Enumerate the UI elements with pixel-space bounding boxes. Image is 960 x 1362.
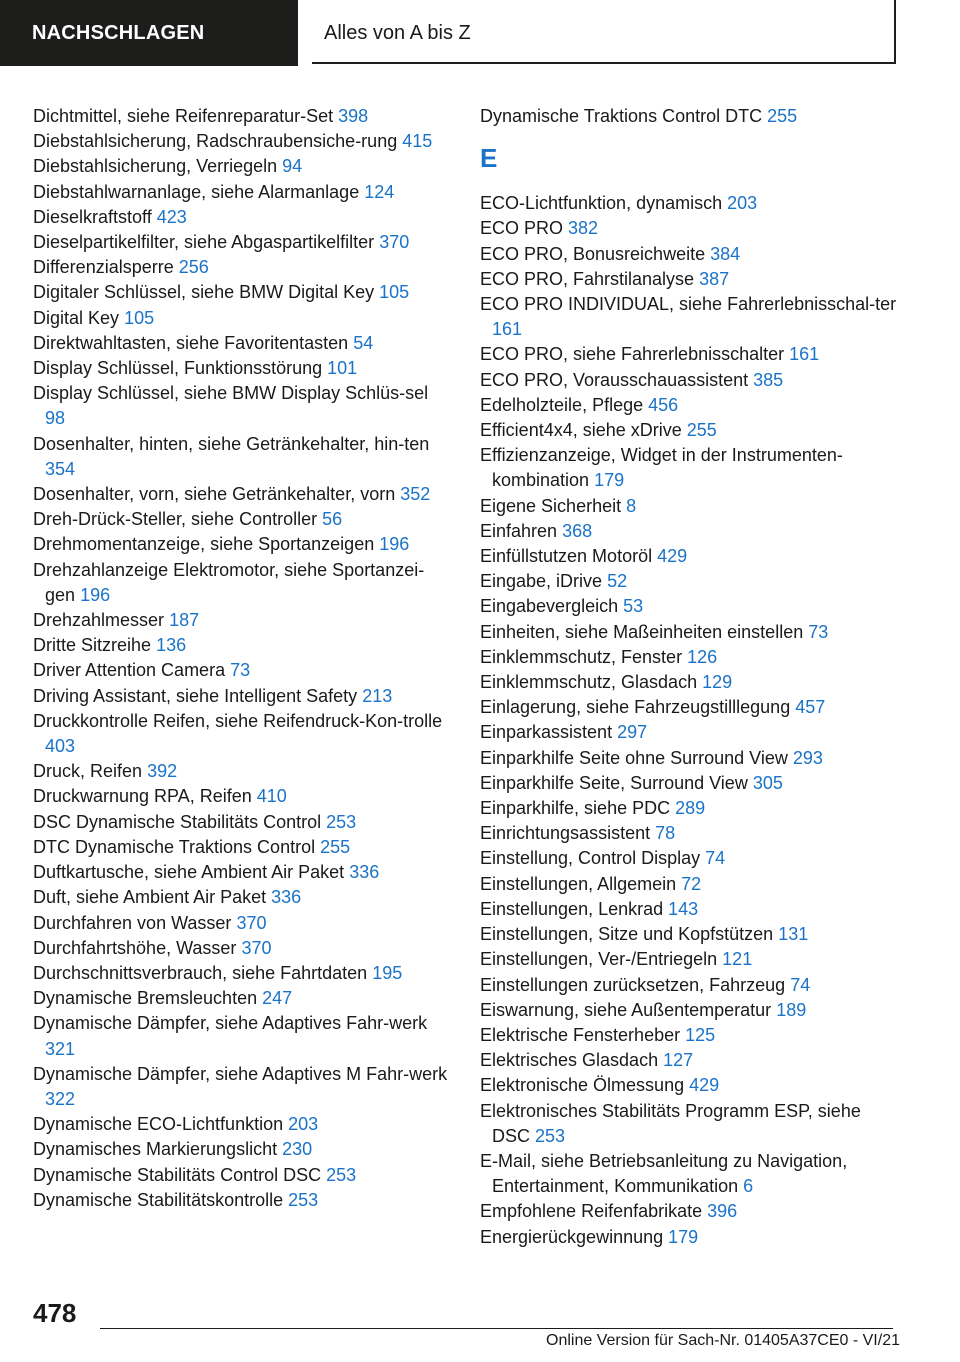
index-entry <box>480 973 900 998</box>
page-number: 478 <box>33 1298 77 1328</box>
index-page-link[interactable]: 203 <box>727 193 758 214</box>
index-entry <box>480 104 900 129</box>
index-page-link[interactable]: 52 <box>607 571 628 592</box>
index-entry <box>480 670 900 695</box>
index-entry <box>33 936 451 961</box>
index-page-link[interactable]: 457 <box>795 697 826 718</box>
index-page-link[interactable]: 384 <box>710 243 741 264</box>
index-page-link[interactable]: 387 <box>699 268 730 289</box>
index-page-link[interactable]: 161 <box>492 319 523 340</box>
index-entry <box>480 645 900 670</box>
index-page-link[interactable]: 179 <box>668 1226 699 1247</box>
index-entry <box>480 191 900 216</box>
index-entry <box>33 104 451 129</box>
index-entry <box>480 216 900 241</box>
chapter-title: Alles von A bis Z <box>312 0 896 64</box>
index-page-link[interactable]: 121 <box>722 949 753 970</box>
section-label: NACHSCHLAGEN <box>0 0 298 66</box>
index-entry <box>33 1163 451 1188</box>
index-page-link[interactable]: 429 <box>657 546 688 567</box>
index-entry-text: Einstellungen, Sitze und Kopfstützen <box>480 924 774 945</box>
index-page-link[interactable]: 131 <box>778 924 809 945</box>
index-entry-text: Display Schlüssel, siehe BMW Display Schlüs-sel <box>33 383 429 404</box>
index-entry-text: Duft, siehe Ambient Air Paket <box>33 887 267 908</box>
footer-version: Online Version für Sach-Nr. 01405A37CE0 - VI/21 <box>546 1332 900 1349</box>
index-page-link[interactable]: 253 <box>326 1164 357 1185</box>
index-page-link[interactable]: 54 <box>353 332 374 353</box>
index-entry <box>33 432 451 482</box>
footer-divider <box>100 1328 893 1329</box>
index-entry <box>33 558 451 608</box>
index-entry <box>33 1112 451 1137</box>
index-entry <box>33 633 451 658</box>
index-page-link[interactable]: 403 <box>45 736 76 757</box>
index-entry-text: Einfüllstutzen Motoröl <box>480 546 653 567</box>
index-page-link[interactable]: 415 <box>402 131 433 152</box>
index-entry-text: Einfahren <box>480 520 558 541</box>
index-page-link[interactable]: 105 <box>379 282 410 303</box>
index-page-link[interactable]: 322 <box>45 1088 76 1109</box>
index-page-link[interactable]: 127 <box>663 1050 694 1071</box>
index-entry <box>33 784 451 809</box>
index-entry-text: Elektrische Fensterheber <box>480 1024 681 1045</box>
index-page-link[interactable]: 336 <box>349 862 380 883</box>
index-entry-text: Einparkhilfe Seite ohne Surround View <box>480 747 788 768</box>
index-page-link[interactable]: 101 <box>327 358 358 379</box>
index-page-link[interactable]: 74 <box>790 974 811 995</box>
index-entry-text: Einparkassistent <box>480 722 613 743</box>
index-entry <box>33 230 451 255</box>
index-entry-text: Dosenhalter, hinten, siehe Getränkehalter, hin-ten <box>33 433 430 454</box>
index-entry <box>33 129 451 154</box>
index-entry <box>480 418 900 443</box>
index-entry <box>33 986 451 1011</box>
index-entry <box>480 821 900 846</box>
index-page-link[interactable]: 255 <box>767 106 798 126</box>
index-entry-text: Duftkartusche, siehe Ambient Air Paket <box>33 862 345 883</box>
index-page-link[interactable]: 368 <box>562 520 593 541</box>
index-entry <box>33 331 451 356</box>
index-entry-text: Durchfahrtshöhe, Wasser <box>33 937 237 958</box>
index-entry <box>480 771 900 796</box>
index-entry-text: Edelholzteile, Pflege <box>480 394 644 415</box>
index-entry-text: Dynamische Dämpfer, siehe Adaptives Fahr-werk <box>33 1013 428 1034</box>
index-page-link[interactable]: 255 <box>320 836 351 857</box>
index-entry-text: Driving Assistant, siehe Intelligent Safety <box>33 685 358 706</box>
index-entry-text: Driver Attention Camera <box>33 660 226 681</box>
index-entry-text: Einklemmschutz, Fenster <box>480 646 683 667</box>
index-entry-text: Direktwahltasten, siehe Favoritentasten <box>33 332 349 353</box>
index-entry <box>480 1073 900 1098</box>
index-entry <box>33 1137 451 1162</box>
index-page-link[interactable]: 293 <box>792 747 823 768</box>
index-entry-text: Drehzahlmesser <box>33 610 165 631</box>
index-entry <box>480 1048 900 1073</box>
index-page-link[interactable]: 195 <box>372 962 403 983</box>
index-entry <box>480 1023 900 1048</box>
index-entry <box>33 205 451 230</box>
index-page-link[interactable]: 370 <box>379 232 410 253</box>
index-entry-text: Einparkhilfe Seite, Surround View <box>480 772 748 793</box>
index-entry-text: Dynamische Stabilitäts Control DSC <box>33 1164 322 1185</box>
index-entry <box>480 1199 900 1224</box>
index-page-link[interactable]: 398 <box>338 106 369 126</box>
index-entry-text: Efficient4x4, siehe xDrive <box>480 420 682 441</box>
index-page-link[interactable]: 297 <box>617 722 648 743</box>
index-entry <box>480 569 900 594</box>
index-entry-text: Einheiten, siehe Maßeinheiten einstellen <box>480 621 804 642</box>
index-entry-text: E-Mail, siehe Betriebsanleitung zu Navigation, Entertainment, Kommunikation <box>480 1150 848 1197</box>
index-entry <box>480 695 900 720</box>
index-page-link[interactable]: 105 <box>124 307 155 328</box>
index-entry-text: Dritte Sitzreihe <box>33 635 152 656</box>
index-entry-text: ECO PRO, Bonusreichweite <box>480 243 706 264</box>
index-entry-text: ECO PRO, Vorausschauassistent <box>480 369 749 390</box>
index-entry <box>480 897 900 922</box>
index-entry-text: Dreh-Drück-Steller, siehe Controller <box>33 509 318 530</box>
index-entry-text: Einklemmschutz, Glasdach <box>480 672 698 693</box>
index-page-link[interactable]: 410 <box>256 786 287 807</box>
index-entry <box>480 796 900 821</box>
index-entry <box>480 620 900 645</box>
index-entry <box>33 381 451 431</box>
index-entry-text: ECO PRO INDIVIDUAL, siehe Fahrerlebnisschal-ter <box>480 294 897 315</box>
index-entry-text: Einstellungen zurücksetzen, Fahrzeug <box>480 974 786 995</box>
index-page-link[interactable]: 321 <box>45 1038 76 1059</box>
index-page-link[interactable]: 203 <box>288 1114 319 1135</box>
index-page-link[interactable]: 94 <box>282 156 303 177</box>
index-page-link[interactable]: 189 <box>776 999 807 1020</box>
index-entry <box>480 494 900 519</box>
index-page-link[interactable]: 74 <box>705 848 726 869</box>
index-page-link[interactable]: 336 <box>271 887 302 908</box>
index-entry-text: Eingabe, iDrive <box>480 571 603 592</box>
index-page-link[interactable]: 305 <box>752 772 783 793</box>
index-entry <box>480 443 900 493</box>
index-entry <box>480 947 900 972</box>
index-page-link[interactable]: 129 <box>702 672 733 693</box>
index-entry-text: Dynamische Stabilitätskontrolle <box>33 1189 284 1210</box>
index-page-link[interactable]: 382 <box>568 218 599 239</box>
index-entry-text: Digitaler Schlüssel, siehe BMW Digital Key <box>33 282 375 303</box>
index-entry <box>480 368 900 393</box>
index-entry-text: Druckkontrolle Reifen, siehe Reifendruck-Kon-trolle <box>33 710 443 731</box>
index-page-link[interactable]: 253 <box>535 1125 566 1146</box>
index-entry <box>33 911 451 936</box>
index-entry <box>480 544 900 569</box>
index-entry <box>480 594 900 619</box>
index-page-link[interactable]: 73 <box>230 660 251 681</box>
index-page-link[interactable]: 253 <box>326 811 357 832</box>
index-entry <box>480 1225 900 1250</box>
index-page-link[interactable]: 385 <box>753 369 784 390</box>
index-page-link[interactable]: 423 <box>156 206 187 227</box>
index-page-link[interactable]: 247 <box>262 988 293 1009</box>
index-page-link[interactable]: 256 <box>178 257 209 278</box>
index-entry-text: Dynamische Bremsleuchten <box>33 988 258 1009</box>
index-letter-heading: E <box>480 143 498 174</box>
index-entry-text: ECO PRO <box>480 218 564 239</box>
index-entry-text: Einstellung, Control Display <box>480 848 701 869</box>
index-entry <box>33 532 451 557</box>
index-page-link[interactable]: 429 <box>689 1075 720 1096</box>
index-entry <box>33 810 451 835</box>
index-page-link[interactable]: 289 <box>675 798 706 819</box>
index-column-right <box>480 104 900 1250</box>
index-entry-text: Effizienzanzeige, Widget in der Instrumenten-kombination <box>480 445 843 491</box>
index-page-link[interactable]: 196 <box>379 534 410 555</box>
index-entry-text: Durchschnittsverbrauch, siehe Fahrtdaten <box>33 962 368 983</box>
index-entry-text: Elektrisches Glasdach <box>480 1050 659 1071</box>
index-entry-text: Einparkhilfe, siehe PDC <box>480 798 671 819</box>
index-entry <box>33 709 451 759</box>
index-entry <box>33 154 451 179</box>
index-entry <box>480 998 900 1023</box>
index-page-link[interactable]: 253 <box>288 1189 319 1210</box>
index-page-link[interactable]: 6 <box>743 1176 754 1197</box>
index-page-link[interactable]: 161 <box>789 344 820 365</box>
index-entry-text: Dichtmittel, siehe Reifenreparatur-Set <box>33 106 334 126</box>
index-entry-text: ECO PRO, Fahrstilanalyse <box>480 268 695 289</box>
index-entry-text: Elektronisches Stabilitäts Programm ESP, siehe DSC <box>480 1100 861 1146</box>
index-page-link[interactable]: 143 <box>668 898 699 919</box>
index-list-pre <box>480 104 900 129</box>
index-entry-text: Einrichtungsassistent <box>480 823 651 844</box>
index-entry <box>33 356 451 381</box>
index-entry <box>33 860 451 885</box>
index-entry-text: Drehzahlanzeige Elektromotor, siehe Sportanzei-gen <box>33 559 425 605</box>
index-entry-text: Druckwarnung RPA, Reifen <box>33 786 252 807</box>
index-entry-text: DSC Dynamische Stabilitäts Control <box>33 811 322 832</box>
index-entry <box>33 482 451 507</box>
index-entry-text: Differenzialsperre <box>33 257 174 278</box>
index-entry <box>480 292 900 342</box>
index-entry <box>480 1099 900 1149</box>
index-entry <box>480 872 900 897</box>
index-entry-text: Display Schlüssel, Funktionsstörung <box>33 358 323 379</box>
index-entry-text: Digital Key <box>33 307 120 328</box>
index-entry <box>480 746 900 771</box>
index-entry-text: Durchfahren von Wasser <box>33 912 232 933</box>
index-entry <box>480 846 900 871</box>
index-entry-text: Elektronische Ölmessung <box>480 1075 685 1096</box>
index-entry-text: Diebstahlsicherung, Radschraubensiche-rung <box>33 131 398 152</box>
index-entry <box>33 684 451 709</box>
index-entry <box>480 342 900 367</box>
index-entry-text: Diebstahlsicherung, Verriegeln <box>33 156 278 177</box>
index-entry <box>480 242 900 267</box>
index-page-link[interactable]: 213 <box>362 685 393 706</box>
index-entry <box>33 280 451 305</box>
index-entry <box>33 255 451 280</box>
index-entry <box>33 759 451 784</box>
index-page-link[interactable]: 396 <box>707 1201 738 1222</box>
index-entry <box>33 658 451 683</box>
index-page-link[interactable]: 72 <box>681 873 702 894</box>
index-page-link[interactable]: 56 <box>322 509 343 530</box>
index-entry-text: Dieselpartikelfilter, siehe Abgaspartikelfilter <box>33 232 375 253</box>
index-entry <box>33 1011 451 1061</box>
index-page-link[interactable]: 370 <box>236 912 267 933</box>
index-entry-text: Dynamische Traktions Control DTC <box>480 106 763 126</box>
index-page-link[interactable]: 126 <box>687 646 718 667</box>
index-entry-text: Druck, Reifen <box>33 761 143 782</box>
index-page-link[interactable]: 98 <box>45 408 66 429</box>
index-page-link[interactable]: 136 <box>156 635 187 656</box>
index-page-link[interactable]: 196 <box>80 584 111 605</box>
index-entry-text: Dosenhalter, vorn, siehe Getränkehalter, vorn <box>33 484 396 505</box>
index-entry <box>33 885 451 910</box>
index-entry-text: Empfohlene Reifenfabrikate <box>480 1201 703 1222</box>
index-entry <box>33 961 451 986</box>
index-entry <box>33 507 451 532</box>
index-page-link[interactable]: 78 <box>655 823 676 844</box>
index-entry <box>480 267 900 292</box>
index-entry <box>480 393 900 418</box>
index-page-link[interactable]: 124 <box>364 181 395 202</box>
index-page-link[interactable]: 456 <box>648 394 679 415</box>
index-page-link[interactable]: 73 <box>808 621 829 642</box>
index-entry <box>33 608 451 633</box>
index-entry <box>480 1149 900 1199</box>
index-page-link[interactable]: 392 <box>147 761 178 782</box>
index-page-link[interactable]: 255 <box>686 420 717 441</box>
index-page-link[interactable]: 354 <box>45 458 76 479</box>
index-page-link[interactable]: 8 <box>626 495 637 516</box>
index-entry <box>480 519 900 544</box>
index-page-link[interactable]: 125 <box>685 1024 716 1045</box>
index-entry <box>33 1062 451 1112</box>
index-entry-text: DTC Dynamische Traktions Control <box>33 836 316 857</box>
index-entry-text: Eiswarnung, siehe Außentemperatur <box>480 999 772 1020</box>
index-list-e <box>480 191 900 1250</box>
index-column-left <box>33 104 451 1213</box>
index-entry-text: Eigene Sicherheit <box>480 495 622 516</box>
index-page-link[interactable]: 179 <box>594 470 625 491</box>
index-entry <box>33 306 451 331</box>
index-entry-text: Eingabevergleich <box>480 596 619 617</box>
index-entry-text: Dieselkraftstoff <box>33 206 152 227</box>
index-entry <box>480 720 900 745</box>
index-entry <box>480 922 900 947</box>
index-entry-text: ECO PRO, siehe Fahrerlebnisschalter <box>480 344 785 365</box>
index-entry-text: Dynamische ECO-Lichtfunktion <box>33 1114 284 1135</box>
index-entry-text: Einlagerung, siehe Fahrzeugstilllegung <box>480 697 791 718</box>
index-entry-text: Einstellungen, Ver-/Entriegeln <box>480 949 718 970</box>
index-entry-text: ECO-Lichtfunktion, dynamisch <box>480 193 723 214</box>
index-entry-text: Energierückgewinnung <box>480 1226 664 1247</box>
index-entry-text: Einstellungen, Lenkrad <box>480 898 664 919</box>
index-page-link[interactable]: 187 <box>169 610 200 631</box>
index-entry <box>33 835 451 860</box>
index-page-link[interactable]: 352 <box>400 484 431 505</box>
index-page-link[interactable]: 53 <box>623 596 644 617</box>
index-page-link[interactable]: 230 <box>282 1139 313 1160</box>
index-entry-text: Dynamisches Markierungslicht <box>33 1139 278 1160</box>
index-entry-text: Einstellungen, Allgemein <box>480 873 677 894</box>
index-entry-text: Diebstahlwarnanlage, siehe Alarmanlage <box>33 181 360 202</box>
index-entry-text: Dynamische Dämpfer, siehe Adaptives M Fahr-werk <box>33 1063 448 1084</box>
index-entry <box>33 180 451 205</box>
page-header <box>0 0 960 66</box>
index-page-link[interactable]: 370 <box>241 937 272 958</box>
index-entry-text: Drehmomentanzeige, siehe Sportanzeigen <box>33 534 375 555</box>
index-entry <box>33 1188 451 1213</box>
